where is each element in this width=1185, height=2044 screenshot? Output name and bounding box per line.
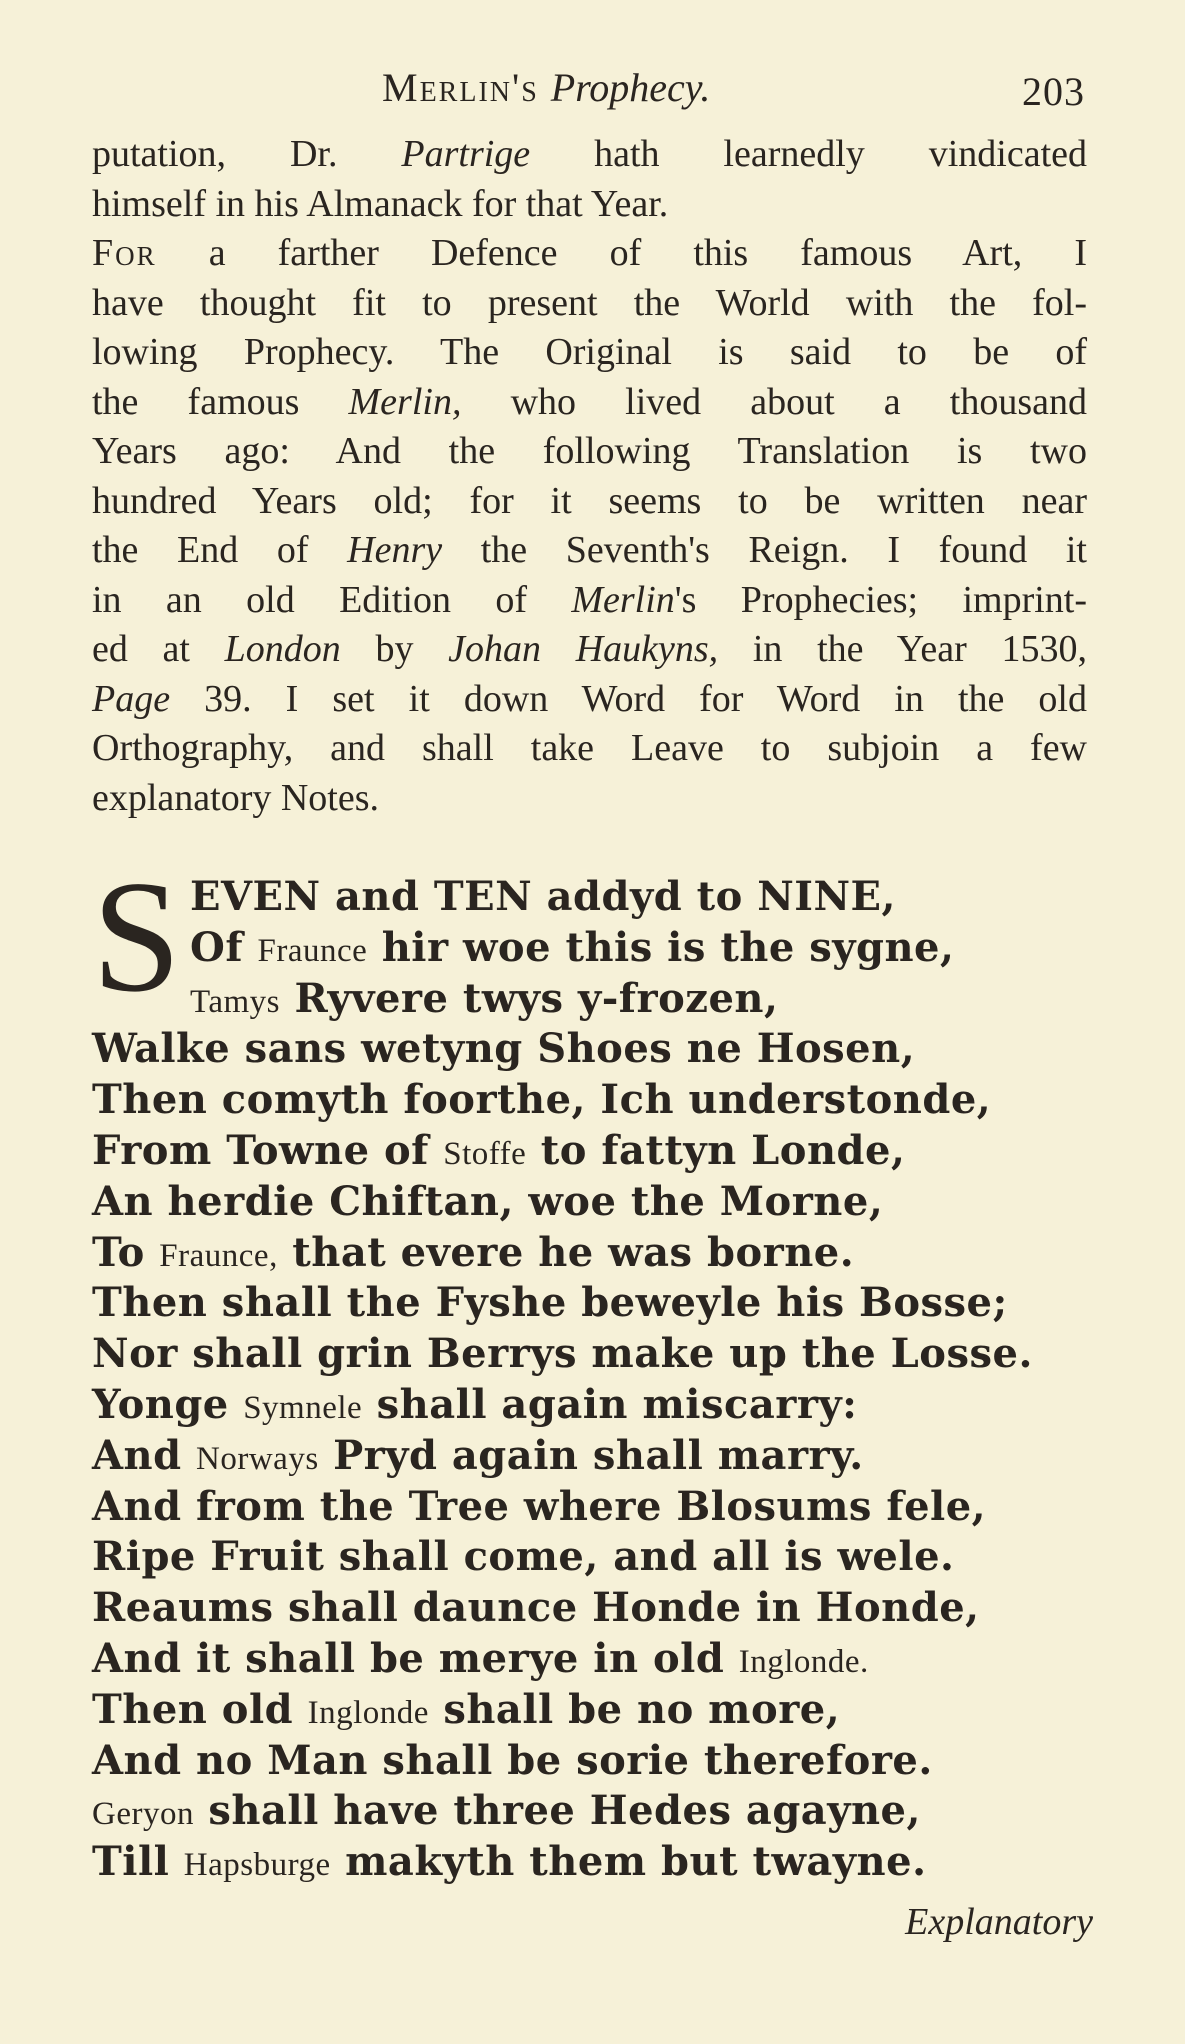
text-run: Then old (92, 1685, 308, 1733)
prose-line (92, 229, 1087, 279)
text-run: in an old Edition of (92, 578, 572, 621)
verse-line (92, 1431, 1092, 1482)
text-run: explanatory Notes. (92, 776, 380, 819)
text-run: lowing Prophecy. The Original is said to be of (92, 331, 1087, 373)
text-run: And it shall be merye in old (92, 1634, 739, 1682)
text-run: Hapsburge (183, 1847, 331, 1884)
text-run: Johan Haukyns, (448, 628, 719, 670)
text-run: Norways (196, 1440, 319, 1477)
text-run: makyth them but twayne. (330, 1838, 927, 1886)
prose-line (92, 675, 1087, 725)
page-header (92, 60, 1085, 116)
text-run: Ryvere twys y-frozen, (280, 974, 779, 1022)
prose-line (92, 576, 1087, 626)
text-run: And (92, 1431, 197, 1479)
text-run: 's Prophecies; imprint- (674, 578, 1087, 621)
text-run: Page (92, 677, 171, 720)
text-run: Pryd again shall marry. (318, 1431, 864, 1479)
running-head-name: Merlin's (382, 65, 539, 110)
catchword: Explanatory (905, 1901, 1093, 1943)
verse-lines (92, 872, 1092, 1888)
text-run: Symnele (243, 1389, 363, 1426)
verse-line (92, 1583, 1092, 1634)
text-run: 39. I set it down Word for Word in the old (170, 677, 1087, 720)
text-run: Then shall the Fyshe beweyle his Bosse; (92, 1279, 1008, 1327)
verse-line (92, 1075, 1092, 1126)
text-run: hundred Years old; for it seems to be written near (92, 479, 1087, 522)
prose-line (92, 724, 1087, 774)
verse-line (92, 1837, 1092, 1888)
text-run: the famous (92, 380, 349, 423)
drop-cap: S (92, 847, 181, 1025)
verse-line (92, 1736, 1092, 1787)
text-run: to fattyn Londe, (526, 1126, 906, 1174)
text-run: Then comyth foorthe, Ich understonde, (92, 1076, 992, 1124)
running-head (382, 60, 710, 116)
prose-line (92, 378, 1087, 428)
text-run: putation, Dr. (92, 133, 402, 175)
text-run: Fraunce (257, 932, 368, 969)
text-run: To (92, 1228, 160, 1276)
text-run: Walke sans wetyng Shoes ne Hosen, (92, 1025, 916, 1073)
text-run: Geryon (92, 1796, 194, 1833)
text-run: shall be no more, (428, 1685, 841, 1733)
text-run: hir woe this is the sygne, (367, 923, 955, 971)
text-run: From Towne of (92, 1126, 444, 1174)
verse-line (92, 1482, 1092, 1533)
page-number: 203 (1022, 69, 1085, 114)
verse-line (92, 1634, 1092, 1685)
verse-line (92, 872, 1092, 923)
text-run: Tamys (190, 983, 281, 1020)
verse-line (92, 1278, 1092, 1329)
verse-line (92, 1024, 1092, 1075)
verse-line (92, 1228, 1092, 1279)
text-run: Nor shall grin Berrys make up the Losse. (92, 1330, 1033, 1378)
text-run: EVEN and TEN addyd to NINE, (190, 873, 896, 920)
prose-paragraphs (92, 130, 1087, 823)
prose-line (92, 526, 1087, 576)
text-run: shall have three Hedes agayne, (193, 1787, 921, 1835)
prose-line (92, 625, 1087, 675)
text-run: For (92, 232, 157, 274)
text-run: Orthography, and shall take Leave to subjoin a few (92, 727, 1087, 769)
text-run: ed at (92, 628, 225, 670)
text-run: Till (92, 1838, 184, 1886)
text-run: Merlin, (348, 380, 462, 423)
text-run: have thought fit to present the World with the fol- (92, 281, 1087, 324)
text-run: Henry (347, 529, 443, 571)
verse-line (92, 1329, 1092, 1380)
text-run: Merlin (571, 578, 675, 621)
verse-line (92, 1177, 1092, 1228)
verse-line (92, 1685, 1092, 1736)
text-run: who lived about a thousand (461, 380, 1087, 423)
text-run: Yonge (92, 1380, 244, 1428)
verse-line (92, 1380, 1092, 1431)
text-run: And no Man shall be sorie therefore. (92, 1736, 933, 1784)
text-run: Inglonde (307, 1694, 429, 1731)
text-run: Fraunce, (159, 1237, 278, 1274)
text-run: And from the Tree where Blosums fele, (92, 1482, 987, 1530)
text-run: Ripe Fruit shall come, and all is wele. (92, 1533, 955, 1581)
verse-line (92, 923, 1092, 974)
prose-line (92, 180, 1087, 230)
text-run: Years ago: And the following Translation is two (92, 430, 1087, 472)
text-run: that evere he was borne. (277, 1228, 855, 1276)
running-head-title: Prophecy. (550, 65, 711, 110)
prophecy-verse (92, 847, 1092, 1888)
prose-line (92, 477, 1087, 527)
text-run: Reaums shall daunce Honde in Honde, (92, 1584, 980, 1632)
verse-line (92, 1786, 1092, 1837)
verse-line (92, 1532, 1092, 1583)
text-run: London (224, 628, 341, 670)
text-run: An herdie Chiftan, woe the Morne, (92, 1177, 884, 1225)
prose-line (92, 328, 1087, 378)
verse-line (92, 974, 1092, 1025)
text-run: by (340, 628, 449, 670)
text-run: shall again miscarry: (362, 1380, 858, 1428)
text-run: Partrige (401, 133, 531, 175)
text-run: the Seventh's Reign. I found it (442, 529, 1087, 571)
text-run: hath learnedly vindicated (530, 133, 1087, 175)
text-run: the End of (92, 529, 348, 571)
text-run: himself in his Almanack for that Year. (92, 182, 669, 225)
text-run: in the Year 1530, (718, 628, 1087, 670)
text-run: Of (190, 923, 258, 971)
prose-line (92, 130, 1087, 180)
text-run: Inglonde. (738, 1643, 869, 1680)
prose-line (92, 427, 1087, 477)
prose-line (92, 774, 1087, 824)
prose-line (92, 279, 1087, 329)
text-run: Stoffe (443, 1135, 527, 1172)
verse-line (92, 1126, 1092, 1177)
text-run: a farther Defence of this famous Art, I (156, 232, 1087, 274)
